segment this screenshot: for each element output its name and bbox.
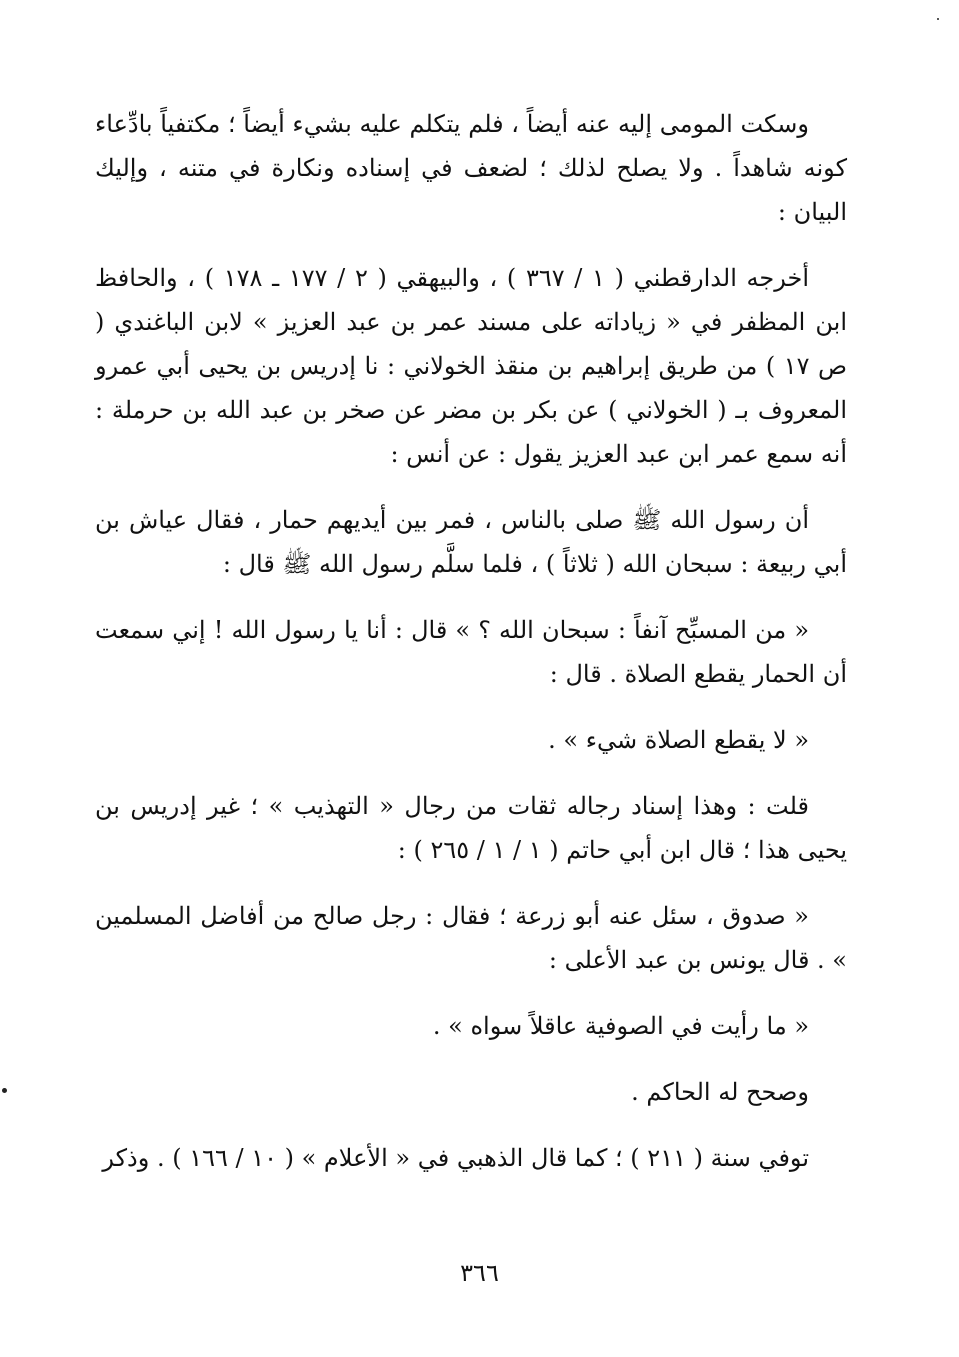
paragraph-hadith-question: « من المسبِّح آنفاً : سبحان الله ؟ » قال : أنا يا رسول الله ! إني سمعت أن الحمار يقطع الصلاة . قال : [95, 616, 847, 688]
paragraph-isnad-note: قلت : وهذا إسناد رجاله ثقات من رجال « التهذيب » ؛ غير إدريس بن يحيى هذا ؛ قال ابن أبي حاتم ( ١ / ١ / ٢٦٥ ) : [95, 792, 847, 864]
paragraph-takhrij: أخرجه الدارقطني ( ١ / ٣٦٧ ) ، والبيهقي ( ٢ / ١٧٧ ـ ١٧٨ ) ، والحافظ ابن المظفر في « زياداته على مسند عمر بن عبد العزيز » لابن الباغندي ( ص ١٧ ) من طريق إبراهيم بن منقذ الخولاني : نا إدريس بن يحيى أبي عمرو المعروف بـ ( الخولاني ) عن بكر بن مضر عن صخر بن عبد الله بن حرملة : أنه سمع عمر ابن عبد العزيز يقول : عن أنس : [95, 264, 847, 468]
paragraph-quote-abu-zurah: « صدوق ، سئل عنه أبو زرعة ؛ فقال : رجل صالح من أفاضل المسلمين » . قال يونس بن عبد الأعلى : [95, 902, 847, 974]
page-body-text [95, 102, 847, 1180]
page-number: ٣٦٦ [460, 1259, 499, 1287]
paragraph-quote-yunus: « ما رأيت في الصوفية عاقلاً سواه » . [432, 1012, 809, 1040]
paragraph-hakim: وصحح له الحاكم . [631, 1078, 809, 1106]
scan-speck [2, 1088, 7, 1093]
paragraph-intro: وسكت المومى إليه عنه أيضاً ، فلم يتكلم عليه بشيء أيضاً ؛ مكتفياً بادِّعاء كونه شاهداً . ولا يصلح لذلك ؛ لضعف في إسناده ونكارة في متنه ، وإليك البيان : [95, 110, 847, 226]
scan-speck [937, 18, 939, 20]
paragraph-death-year: توفي سنة ( ٢١١ ) ؛ كما قال الذهبي في « الأعلام » ( ١٠ / ١٦٦ ) . وذكر [102, 1144, 809, 1172]
paragraph-hadith-text: أن رسول الله ﷺ صلى بالناس ، فمر بين أيديهم حمار ، فقال عياش بن أبي ربيعة : سبحان الله ( ثلاثاً ) ، فلما سلَّم رسول الله ﷺ قال : [95, 506, 847, 578]
paragraph-hadith-answer: « لا يقطع الصلاة شيء » . [548, 726, 809, 754]
